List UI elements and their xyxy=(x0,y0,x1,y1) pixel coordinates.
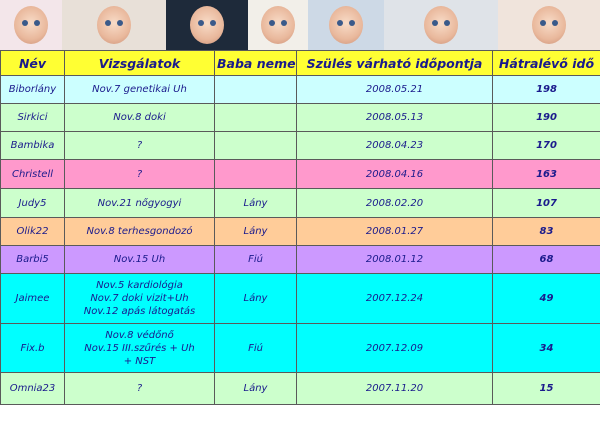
cell-hatralevo: 190 xyxy=(493,104,600,132)
vizsgalat-line: Nov.5 kardiológia xyxy=(96,280,183,291)
cell-szules: 2008.04.23 xyxy=(297,132,493,160)
baby-face-icon xyxy=(14,6,48,44)
cell-vizsgalatok xyxy=(65,324,215,373)
baby-face-icon xyxy=(97,6,131,44)
header-nev: Név xyxy=(1,51,65,76)
table-row xyxy=(1,189,600,218)
vizsgalat-line: Nov.15 III.szűrés + Uh xyxy=(84,342,195,354)
baby-photo-5 xyxy=(308,0,384,50)
cell-nev: Fix.b xyxy=(1,324,65,373)
table-row xyxy=(1,373,600,405)
cell-baba-neme xyxy=(215,132,297,160)
cell-szules: 2008.05.13 xyxy=(297,104,493,132)
due-date-table xyxy=(0,50,600,405)
baby-photo-4 xyxy=(248,0,308,50)
table-row xyxy=(1,76,600,104)
baby-photo-2 xyxy=(62,0,166,50)
baby-face-icon xyxy=(532,6,566,44)
baby-face-icon xyxy=(190,6,224,44)
cell-nev: Omnia23 xyxy=(1,373,65,405)
cell-baba-neme: Fiú xyxy=(215,324,297,373)
cell-hatralevo: 49 xyxy=(493,274,600,324)
cell-szules: 2008.05.21 xyxy=(297,76,493,104)
cell-baba-neme: Lány xyxy=(215,274,297,324)
cell-szules: 2008.04.16 xyxy=(297,160,493,189)
vizsgalat-line: Nov.15 Uh xyxy=(113,254,166,265)
header-row xyxy=(1,51,600,76)
header-baba-neme: Baba neme xyxy=(215,51,297,76)
cell-nev: Judy5 xyxy=(1,189,65,218)
cell-szules: 2007.12.24 xyxy=(297,274,493,324)
cell-szules: 2008.01.12 xyxy=(297,246,493,274)
table-row xyxy=(1,246,600,274)
cell-szules: 2008.02.20 xyxy=(297,189,493,218)
cell-hatralevo: 68 xyxy=(493,246,600,274)
vizsgalat-line: ? xyxy=(136,140,143,151)
cell-nev: Christell xyxy=(1,160,65,189)
cell-vizsgalatok xyxy=(65,373,215,405)
cell-vizsgalatok xyxy=(65,104,215,132)
baby-face-icon xyxy=(424,6,458,44)
baby-photo-1 xyxy=(0,0,62,50)
baby-photo-7 xyxy=(498,0,600,50)
table-row xyxy=(1,132,600,160)
cell-szules: 2007.11.20 xyxy=(297,373,493,405)
baby-photo-6 xyxy=(384,0,498,50)
cell-baba-neme xyxy=(215,160,297,189)
cell-nev: Jaimee xyxy=(1,274,65,324)
vizsgalat-line: ? xyxy=(136,168,143,180)
cell-szules: 2007.12.09 xyxy=(297,324,493,373)
vizsgalat-line: Nov.8 védőnő xyxy=(105,329,174,341)
cell-vizsgalatok xyxy=(65,246,215,274)
cell-baba-neme xyxy=(215,76,297,104)
cell-nev: Sirkici xyxy=(1,104,65,132)
cell-vizsgalatok xyxy=(65,160,215,189)
cell-hatralevo: 34 xyxy=(493,324,600,373)
cell-baba-neme: Lány xyxy=(215,189,297,218)
cell-hatralevo: 163 xyxy=(493,160,600,189)
table-row xyxy=(1,160,600,189)
vizsgalat-line: + NST xyxy=(123,355,156,367)
vizsgalat-line: Nov.7 genetikai Uh xyxy=(92,84,187,95)
cell-vizsgalatok xyxy=(65,218,215,246)
header-hatralevo: Hátralévő idő xyxy=(493,51,600,76)
cell-hatralevo: 107 xyxy=(493,189,600,218)
cell-szules: 2008.01.27 xyxy=(297,218,493,246)
cell-nev: Barbi5 xyxy=(1,246,65,274)
cell-nev: Biborlány xyxy=(1,76,65,104)
baby-photo-3 xyxy=(166,0,248,50)
cell-nev: Bambika xyxy=(1,132,65,160)
cell-hatralevo: 170 xyxy=(493,132,600,160)
baby-face-icon xyxy=(329,6,363,44)
header-szules: Szülés várható időpontja xyxy=(297,51,493,76)
cell-hatralevo: 15 xyxy=(493,373,600,405)
cell-nev: Olik22 xyxy=(1,218,65,246)
cell-baba-neme: Fiú xyxy=(215,246,297,274)
vizsgalat-line: Nov.8 terhesgondozó xyxy=(86,226,193,237)
cell-baba-neme: Lány xyxy=(215,218,297,246)
vizsgalat-line: ? xyxy=(136,383,143,394)
table-row xyxy=(1,218,600,246)
cell-baba-neme: Lány xyxy=(215,373,297,405)
header-vizsgalatok: Vizsgálatok xyxy=(65,51,215,76)
cell-baba-neme xyxy=(215,104,297,132)
table-row xyxy=(1,274,600,324)
table-row xyxy=(1,324,600,373)
baby-photo-strip xyxy=(0,0,600,50)
vizsgalat-line: Nov.21 nőgyogyi xyxy=(97,197,182,209)
cell-vizsgalatok xyxy=(65,274,215,324)
vizsgalat-line: Nov.8 doki xyxy=(113,112,166,123)
vizsgalat-line: Nov.7 doki vizit+Uh xyxy=(90,293,189,304)
cell-vizsgalatok xyxy=(65,132,215,160)
baby-face-icon xyxy=(261,6,295,44)
vizsgalat-line: Nov.12 apás látogatás xyxy=(83,306,196,317)
cell-hatralevo: 198 xyxy=(493,76,600,104)
cell-vizsgalatok xyxy=(65,76,215,104)
cell-vizsgalatok xyxy=(65,189,215,218)
table-row xyxy=(1,104,600,132)
cell-hatralevo: 83 xyxy=(493,218,600,246)
